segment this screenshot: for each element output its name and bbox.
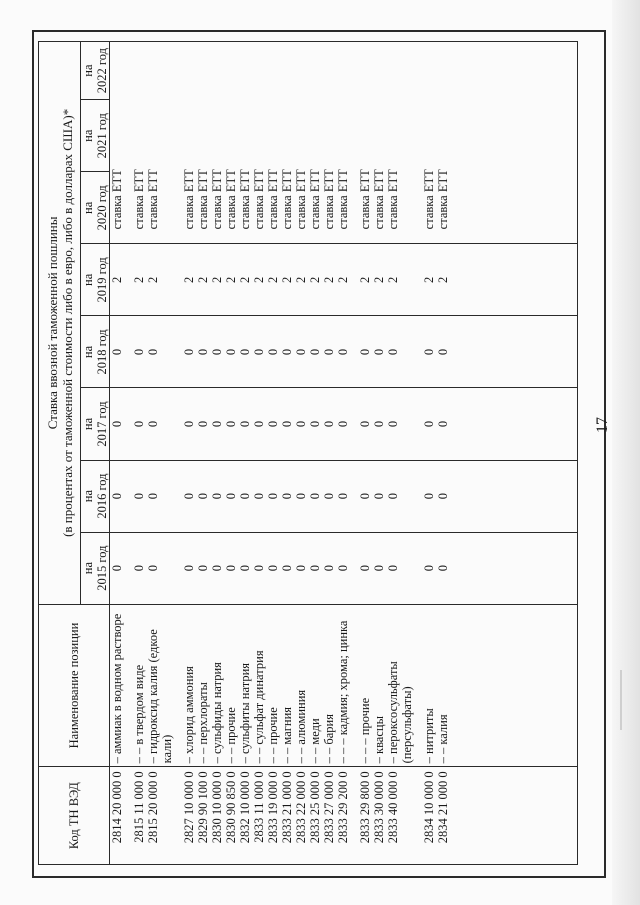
cell-2015: 0 [308, 532, 322, 604]
cell-2018: 0 [146, 316, 174, 388]
cell-code [350, 767, 358, 865]
page-edge-shadow [612, 0, 640, 905]
cell-2018 [350, 316, 358, 388]
cell-name [414, 604, 422, 767]
cell-rate-ett [350, 42, 358, 244]
cell-2015: 0 [196, 532, 210, 604]
cell-2019: 2 [182, 244, 196, 316]
cell-2017: 0 [224, 388, 238, 460]
cell-2019: 2 [336, 244, 350, 316]
cell-2016: 0 [336, 460, 350, 532]
cell-2019: 2 [372, 244, 386, 316]
cell-2019: 2 [132, 244, 146, 316]
cell-2015: 0 [266, 532, 280, 604]
cell-2018: 0 [252, 316, 266, 388]
cell-2017 [414, 388, 422, 460]
cell-2016: 0 [146, 460, 174, 532]
header-year-2017: 2017 год [95, 388, 110, 460]
table-row [146, 42, 174, 865]
table-row [336, 42, 350, 865]
cell-rate-ett: ставка ЕТТ [252, 42, 266, 244]
header-year-2022-top: на [81, 42, 96, 100]
cell-name: – – меди [308, 604, 322, 767]
cell-2015 [174, 532, 182, 604]
cell-2015: 0 [252, 532, 266, 604]
cell-name: – – – кадмия; хрома; цинка [336, 604, 350, 767]
table-row [124, 42, 132, 865]
cell-name: – квасцы [372, 604, 386, 767]
cell-code: 2833 22 000 0 [294, 767, 308, 865]
cell-name: – – прочие [266, 604, 280, 767]
cell-name: – пероксосульфаты (персульфаты) [386, 604, 414, 767]
cell-name: – сульфиты натрия [238, 604, 252, 767]
cell-2017: 0 [336, 388, 350, 460]
cell-2017: 0 [308, 388, 322, 460]
cell-2015: 0 [132, 532, 146, 604]
cell-name: – сульфиды натрия [210, 604, 224, 767]
cell-code: 2832 10 000 0 [238, 767, 252, 865]
cell-2017: 0 [322, 388, 336, 460]
cell-2018: 0 [386, 316, 414, 388]
cell-2016: 0 [422, 460, 436, 532]
cell-2016: 0 [224, 460, 238, 532]
cell-2016: 0 [372, 460, 386, 532]
cell-2015: 0 [336, 532, 350, 604]
cell-2019: 2 [266, 244, 280, 316]
cell-code [124, 767, 132, 865]
cell-code: 2829 90 100 0 [196, 767, 210, 865]
cell-2015 [414, 532, 422, 604]
cell-2018: 0 [372, 316, 386, 388]
header-year-2018-top: на [81, 316, 96, 388]
cell-2017: 0 [238, 388, 252, 460]
cell-2016: 0 [182, 460, 196, 532]
cell-2016: 0 [210, 460, 224, 532]
table-row [266, 42, 280, 865]
cell-2018: 0 [322, 316, 336, 388]
cell-rate-ett: ставка ЕТТ [146, 42, 174, 244]
filler-cell [450, 532, 578, 604]
cell-code: 2833 29 800 0 [358, 767, 372, 865]
cell-name: – – прочие [224, 604, 238, 767]
table-row [308, 42, 322, 865]
cell-name: – – алюминия [294, 604, 308, 767]
table-row [182, 42, 196, 865]
table-row [210, 42, 224, 865]
cell-name [174, 604, 182, 767]
cell-2017 [174, 388, 182, 460]
cell-2016: 0 [358, 460, 372, 532]
filler-cell [450, 316, 578, 388]
cell-2018: 0 [238, 316, 252, 388]
cell-2018: 0 [132, 316, 146, 388]
cell-code: 2833 11 000 0 [252, 767, 266, 865]
cell-name: – – бария [322, 604, 336, 767]
cell-code: 2833 30 000 0 [372, 767, 386, 865]
header-year-2020: 2020 год [95, 172, 110, 244]
cell-2019: 2 [196, 244, 210, 316]
table-row [132, 42, 146, 865]
cell-2018: 0 [336, 316, 350, 388]
header-year-2019-top: на [81, 244, 96, 316]
cell-2016 [414, 460, 422, 532]
cell-2018 [174, 316, 182, 388]
cell-code [174, 767, 182, 865]
header-year-2016: 2016 год [95, 460, 110, 532]
cell-2018: 0 [196, 316, 210, 388]
cell-code: 2827 10 000 0 [182, 767, 196, 865]
table-row [422, 42, 436, 865]
cell-code: 2814 20 000 0 [110, 767, 125, 865]
cell-rate-ett: ставка ЕТТ [358, 42, 372, 244]
cell-2019: 2 [210, 244, 224, 316]
cell-name: – гидроксид калия (едкое кали) [146, 604, 174, 767]
cell-2019: 2 [308, 244, 322, 316]
filler-cell [450, 388, 578, 460]
rotated-content [38, 35, 611, 875]
cell-2016: 0 [252, 460, 266, 532]
cell-2018 [414, 316, 422, 388]
cell-2015: 0 [358, 532, 372, 604]
cell-code: 2815 20 000 0 [146, 767, 174, 865]
cell-2019: 2 [358, 244, 372, 316]
cell-2015: 0 [146, 532, 174, 604]
cell-2017: 0 [132, 388, 146, 460]
cell-2015: 0 [210, 532, 224, 604]
cell-2019: 2 [322, 244, 336, 316]
table-row [110, 42, 125, 865]
cell-2018: 0 [182, 316, 196, 388]
cell-2018 [124, 316, 132, 388]
cell-rate-ett: ставка ЕТТ [280, 42, 294, 244]
table-row [196, 42, 210, 865]
cell-rate-ett: ставка ЕТТ [238, 42, 252, 244]
cell-2015: 0 [386, 532, 414, 604]
cell-2016: 0 [238, 460, 252, 532]
table-row [294, 42, 308, 865]
cell-2017: 0 [210, 388, 224, 460]
cell-2015: 0 [110, 532, 125, 604]
cell-2019: 2 [422, 244, 436, 316]
cell-code: 2815 11 000 0 [132, 767, 146, 865]
cell-2019 [414, 244, 422, 316]
cell-2015 [124, 532, 132, 604]
header-year-2016-top: на [81, 460, 96, 532]
cell-2019: 2 [436, 244, 450, 316]
header-name: Наименование позиции [39, 604, 110, 767]
cell-2018: 0 [308, 316, 322, 388]
cell-2016: 0 [132, 460, 146, 532]
filler-cell [450, 244, 578, 316]
cell-rate-ett: ставка ЕТТ [182, 42, 196, 244]
cell-rate-ett [414, 42, 422, 244]
header-rate-line2: (в процентах от таможенной стоимости либо в евро, либо в долларах США)* [59, 108, 75, 537]
cell-2015: 0 [224, 532, 238, 604]
cell-2016 [124, 460, 132, 532]
cell-2016 [174, 460, 182, 532]
cell-2019: 2 [252, 244, 266, 316]
tariff-table [38, 41, 578, 865]
cell-code: 2830 90 850 0 [224, 767, 238, 865]
cell-2018: 0 [280, 316, 294, 388]
table-row [372, 42, 386, 865]
cell-rate-ett: ставка ЕТТ [422, 42, 436, 244]
table-row [436, 42, 450, 865]
cell-name: – – – прочие [358, 604, 372, 767]
cell-2019: 2 [110, 244, 125, 316]
scan-artifact [620, 670, 622, 730]
cell-name: – нитриты [422, 604, 436, 767]
cell-code: 2833 40 000 0 [386, 767, 414, 865]
cell-2017: 0 [358, 388, 372, 460]
cell-code: 2833 25 000 0 [308, 767, 322, 865]
cell-2019: 2 [386, 244, 414, 316]
table-row [238, 42, 252, 865]
cell-2018: 0 [422, 316, 436, 388]
cell-rate-ett: ставка ЕТТ [322, 42, 336, 244]
cell-name: – – сульфат динатрия [252, 604, 266, 767]
cell-2019: 2 [280, 244, 294, 316]
cell-name: – – калия [436, 604, 450, 767]
cell-2016: 0 [280, 460, 294, 532]
cell-2015: 0 [182, 532, 196, 604]
page-number: 17 [594, 417, 611, 433]
cell-2017: 0 [266, 388, 280, 460]
header-year-2020-top: на [81, 172, 96, 244]
cell-2017: 0 [196, 388, 210, 460]
cell-rate-ett: ставка ЕТТ [372, 42, 386, 244]
cell-rate-ett: ставка ЕТТ [436, 42, 450, 244]
filler-cell [450, 767, 578, 865]
cell-rate-ett: ставка ЕТТ [336, 42, 350, 244]
cell-code: 2833 29 200 0 [336, 767, 350, 865]
cell-2017: 0 [182, 388, 196, 460]
cell-2017: 0 [422, 388, 436, 460]
cell-code: 2834 10 000 0 [422, 767, 436, 865]
cell-code: 2830 10 000 0 [210, 767, 224, 865]
cell-rate-ett: ставка ЕТТ [386, 42, 414, 244]
header-year-2021-top: на [81, 100, 96, 172]
cell-2018: 0 [110, 316, 125, 388]
cell-rate-ett: ставка ЕТТ [308, 42, 322, 244]
cell-name: – – магния [280, 604, 294, 767]
cell-2015: 0 [280, 532, 294, 604]
cell-2019: 2 [294, 244, 308, 316]
cell-rate-ett [124, 42, 132, 244]
cell-2017: 0 [372, 388, 386, 460]
cell-2017: 0 [146, 388, 174, 460]
header-code: Код ТН ВЭД [39, 767, 110, 865]
cell-2019 [350, 244, 358, 316]
cell-2017: 0 [436, 388, 450, 460]
cell-2015: 0 [294, 532, 308, 604]
cell-2015: 0 [436, 532, 450, 604]
cell-2018: 0 [358, 316, 372, 388]
cell-2019 [174, 244, 182, 316]
cell-2016: 0 [308, 460, 322, 532]
cell-2019: 2 [224, 244, 238, 316]
cell-name: – хлорид аммония [182, 604, 196, 767]
cell-rate-ett: ставка ЕТТ [132, 42, 146, 244]
cell-2019: 2 [146, 244, 174, 316]
filler-cell [450, 604, 578, 767]
table-row [358, 42, 372, 865]
cell-code: 2833 21 000 0 [280, 767, 294, 865]
table-row [224, 42, 238, 865]
cell-code [414, 767, 422, 865]
cell-2017: 0 [280, 388, 294, 460]
cell-2018: 0 [294, 316, 308, 388]
table-row [280, 42, 294, 865]
cell-code: 2834 21 000 0 [436, 767, 450, 865]
header-year-2022: 2022 год [95, 42, 110, 100]
cell-rate-ett: ставка ЕТТ [266, 42, 280, 244]
table-row [174, 42, 182, 865]
cell-2018: 0 [436, 316, 450, 388]
cell-rate-ett: ставка ЕТТ [210, 42, 224, 244]
table-row [386, 42, 414, 865]
cell-2015: 0 [372, 532, 386, 604]
cell-2017: 0 [252, 388, 266, 460]
cell-name: – аммиак в водном растворе [110, 604, 125, 767]
cell-name: – – в твердом виде [132, 604, 146, 767]
cell-2018: 0 [210, 316, 224, 388]
cell-2018: 0 [266, 316, 280, 388]
cell-2017 [350, 388, 358, 460]
cell-rate-ett [174, 42, 182, 244]
table-row [252, 42, 266, 865]
header-year-2021: 2021 год [95, 100, 110, 172]
cell-2019 [124, 244, 132, 316]
cell-2016: 0 [322, 460, 336, 532]
cell-name [350, 604, 358, 767]
table-row [322, 42, 336, 865]
filler-cell [450, 460, 578, 532]
cell-2016: 0 [110, 460, 125, 532]
cell-name [124, 604, 132, 767]
cell-code: 2833 19 000 0 [266, 767, 280, 865]
table-body [110, 42, 578, 865]
cell-name: – – перхлораты [196, 604, 210, 767]
cell-2017 [124, 388, 132, 460]
cell-rate-ett: ставка ЕТТ [224, 42, 238, 244]
cell-2016: 0 [266, 460, 280, 532]
cell-2015: 0 [322, 532, 336, 604]
cell-2015 [350, 532, 358, 604]
filler-cell [450, 42, 578, 244]
filler-row [450, 42, 578, 865]
header-year-2019: 2019 год [95, 244, 110, 316]
cell-2016: 0 [196, 460, 210, 532]
cell-2017: 0 [110, 388, 125, 460]
cell-2016: 0 [386, 460, 414, 532]
cell-2016: 0 [436, 460, 450, 532]
header-year-2017-top: на [81, 388, 96, 460]
header-year-2015: 2015 год [95, 532, 110, 604]
cell-2015: 0 [238, 532, 252, 604]
cell-rate-ett: ставка ЕТТ [110, 42, 125, 244]
table-row [414, 42, 422, 865]
cell-rate-ett: ставка ЕТТ [294, 42, 308, 244]
cell-2018: 0 [224, 316, 238, 388]
cell-2016: 0 [294, 460, 308, 532]
cell-code: 2833 27 000 0 [322, 767, 336, 865]
header-rate-line1: Ставка ввозной таможенной пошлины [44, 216, 60, 430]
cell-rate-ett: ставка ЕТТ [196, 42, 210, 244]
cell-2016 [350, 460, 358, 532]
cell-2017: 0 [386, 388, 414, 460]
header-year-2018: 2018 год [95, 316, 110, 388]
header-year-2015-top: на [81, 532, 96, 604]
header-rate-group [39, 42, 81, 605]
cell-2017: 0 [294, 388, 308, 460]
cell-2015: 0 [422, 532, 436, 604]
cell-2019: 2 [238, 244, 252, 316]
table-row [350, 42, 358, 865]
